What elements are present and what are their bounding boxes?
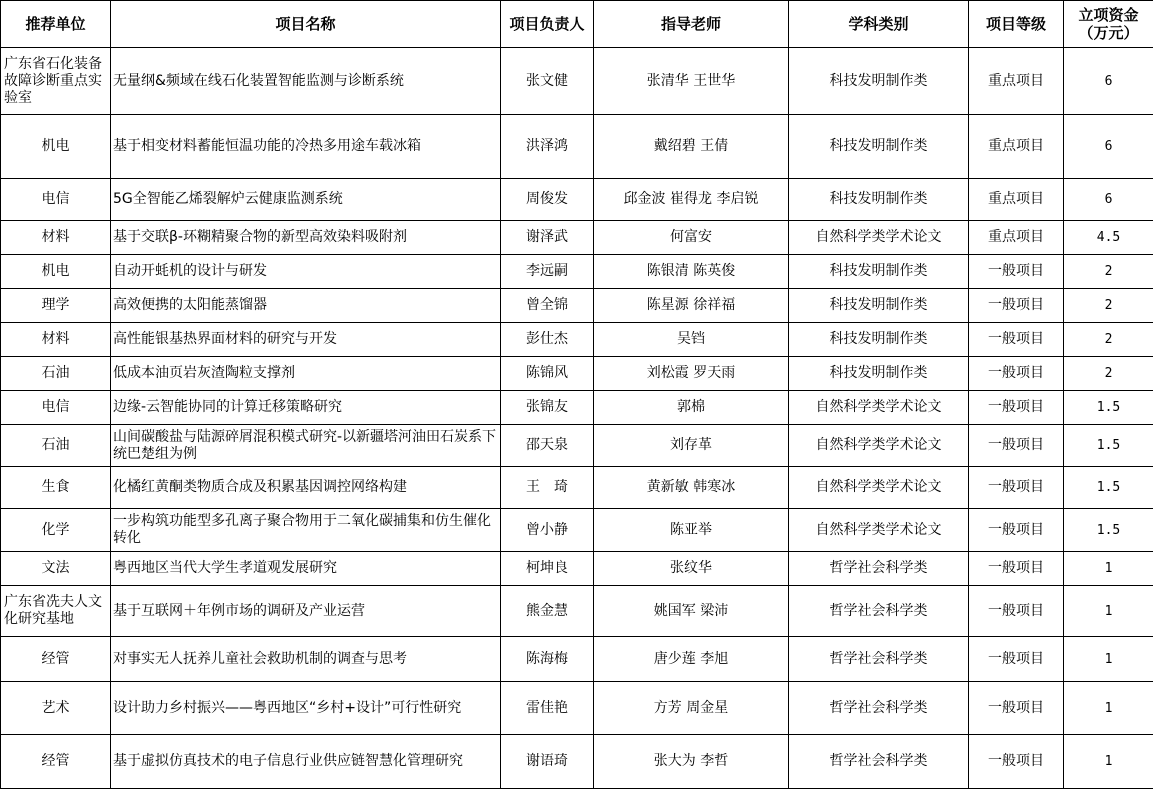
cell-level: 一般项目 <box>969 586 1064 637</box>
cell-project-name: 山间碳酸盐与陆源碎屑混积模式研究-以新疆塔河油田石炭系下统巴楚组为例 <box>111 425 501 467</box>
table-row <box>1 552 1153 586</box>
cell-leader: 洪泽鸿 <box>501 115 594 179</box>
cell-leader: 彭仕杰 <box>501 323 594 357</box>
cell-project-name: 自动开蚝机的设计与研发 <box>111 255 501 289</box>
cell-fund: 2 <box>1064 357 1153 391</box>
cell-project-name: 化橘红黄酮类物质合成及积累基因调控网络构建 <box>111 467 501 509</box>
cell-project-name: 基于交联β-环糊精聚合物的新型高效染料吸附剂 <box>111 221 501 255</box>
cell-level: 重点项目 <box>969 221 1064 255</box>
cell-category: 科技发明制作类 <box>789 323 969 357</box>
cell-level: 重点项目 <box>969 48 1064 115</box>
cell-fund: 1 <box>1064 682 1153 735</box>
cell-category: 科技发明制作类 <box>789 115 969 179</box>
cell-category: 科技发明制作类 <box>789 255 969 289</box>
cell-project-name: 高效便携的太阳能蒸馏器 <box>111 289 501 323</box>
cell-project-name: 基于互联网＋年例市场的调研及产业运营 <box>111 586 501 637</box>
cell-fund: 6 <box>1064 179 1153 221</box>
cell-advisor: 唐少莲 李旭 <box>594 637 789 682</box>
cell-leader: 柯坤良 <box>501 552 594 586</box>
cell-leader: 谢泽武 <box>501 221 594 255</box>
cell-advisor: 陈星源 徐祥福 <box>594 289 789 323</box>
cell-level: 一般项目 <box>969 682 1064 735</box>
cell-project-name: 一步构筑功能型多孔离子聚合物用于二氧化碳捕集和仿生催化转化 <box>111 509 501 552</box>
cell-unit: 材料 <box>1 323 111 357</box>
cell-unit: 广东省石化装备故障诊断重点实验室 <box>1 48 111 115</box>
header-leader: 项目负责人 <box>501 1 594 48</box>
cell-leader: 陈锦风 <box>501 357 594 391</box>
cell-category: 自然科学类学术论文 <box>789 509 969 552</box>
cell-project-name: 低成本油页岩灰渣陶粒支撑剂 <box>111 357 501 391</box>
cell-advisor: 张大为 李哲 <box>594 735 789 789</box>
cell-advisor: 张清华 王世华 <box>594 48 789 115</box>
cell-unit: 广东省冼夫人文化研究基地 <box>1 586 111 637</box>
table-row <box>1 255 1153 289</box>
cell-category: 哲学社会科学类 <box>789 586 969 637</box>
table-row <box>1 179 1153 221</box>
table-row <box>1 637 1153 682</box>
cell-category: 自然科学类学术论文 <box>789 391 969 425</box>
cell-unit: 化学 <box>1 509 111 552</box>
header-level: 项目等级 <box>969 1 1064 48</box>
cell-leader: 张文健 <box>501 48 594 115</box>
cell-category: 自然科学类学术论文 <box>789 425 969 467</box>
cell-leader: 李远嗣 <box>501 255 594 289</box>
cell-leader: 张锦友 <box>501 391 594 425</box>
cell-project-name: 对事实无人抚养儿童社会救助机制的调查与思考 <box>111 637 501 682</box>
cell-fund: 1 <box>1064 552 1153 586</box>
table-row <box>1 115 1153 179</box>
cell-fund: 4.5 <box>1064 221 1153 255</box>
table-row <box>1 48 1153 115</box>
cell-category: 科技发明制作类 <box>789 357 969 391</box>
table-row <box>1 221 1153 255</box>
header-advisor: 指导老师 <box>594 1 789 48</box>
cell-category: 哲学社会科学类 <box>789 552 969 586</box>
cell-fund: 2 <box>1064 255 1153 289</box>
cell-advisor: 方芳 周金星 <box>594 682 789 735</box>
cell-category: 哲学社会科学类 <box>789 682 969 735</box>
cell-project-name: 5G全智能乙烯裂解炉云健康监测系统 <box>111 179 501 221</box>
cell-advisor: 黄新敏 韩寒冰 <box>594 467 789 509</box>
cell-unit: 材料 <box>1 221 111 255</box>
cell-leader: 谢语琦 <box>501 735 594 789</box>
table-row <box>1 682 1153 735</box>
cell-level: 一般项目 <box>969 323 1064 357</box>
cell-level: 重点项目 <box>969 115 1064 179</box>
cell-category: 哲学社会科学类 <box>789 735 969 789</box>
table-row <box>1 467 1153 509</box>
cell-leader: 雷佳艳 <box>501 682 594 735</box>
table-row <box>1 425 1153 467</box>
cell-category: 自然科学类学术论文 <box>789 467 969 509</box>
cell-level: 一般项目 <box>969 735 1064 789</box>
cell-unit: 石油 <box>1 357 111 391</box>
cell-level: 一般项目 <box>969 509 1064 552</box>
cell-project-name: 粤西地区当代大学生孝道观发展研究 <box>111 552 501 586</box>
cell-fund: 2 <box>1064 289 1153 323</box>
cell-advisor: 吴铛 <box>594 323 789 357</box>
cell-level: 一般项目 <box>969 467 1064 509</box>
table-row <box>1 323 1153 357</box>
table-row <box>1 391 1153 425</box>
cell-unit: 经管 <box>1 735 111 789</box>
cell-project-name: 高性能银基热界面材料的研究与开发 <box>111 323 501 357</box>
table-row <box>1 289 1153 323</box>
cell-advisor: 戴绍碧 王倩 <box>594 115 789 179</box>
table-row <box>1 735 1153 789</box>
cell-unit: 经管 <box>1 637 111 682</box>
cell-advisor: 陈银清 陈英俊 <box>594 255 789 289</box>
header-row <box>1 1 1153 48</box>
cell-level: 一般项目 <box>969 425 1064 467</box>
cell-category: 科技发明制作类 <box>789 179 969 221</box>
cell-fund: 6 <box>1064 48 1153 115</box>
cell-project-name: 基于相变材料蓄能恒温功能的冷热多用途车载冰箱 <box>111 115 501 179</box>
cell-advisor: 刘松霞 罗天雨 <box>594 357 789 391</box>
cell-fund: 1.5 <box>1064 467 1153 509</box>
cell-fund: 1 <box>1064 586 1153 637</box>
cell-advisor: 姚国军 梁沛 <box>594 586 789 637</box>
cell-project-name: 设计助力乡村振兴——粤西地区“乡村+设计”可行性研究 <box>111 682 501 735</box>
cell-project-name: 无量纲&频域在线石化装置智能监测与诊断系统 <box>111 48 501 115</box>
header-project-name: 项目名称 <box>111 1 501 48</box>
cell-advisor: 何富安 <box>594 221 789 255</box>
cell-category: 科技发明制作类 <box>789 48 969 115</box>
cell-unit: 文法 <box>1 552 111 586</box>
cell-fund: 1 <box>1064 735 1153 789</box>
cell-level: 一般项目 <box>969 255 1064 289</box>
table-row <box>1 509 1153 552</box>
table-row <box>1 357 1153 391</box>
cell-leader: 周俊发 <box>501 179 594 221</box>
cell-level: 一般项目 <box>969 637 1064 682</box>
cell-advisor: 张纹华 <box>594 552 789 586</box>
cell-fund: 6 <box>1064 115 1153 179</box>
header-fund-line1: 立项资金 <box>1064 6 1153 24</box>
cell-unit: 石油 <box>1 425 111 467</box>
table-row <box>1 586 1153 637</box>
cell-unit: 电信 <box>1 179 111 221</box>
cell-category: 哲学社会科学类 <box>789 637 969 682</box>
header-fund-line2: （万元） <box>1064 24 1153 42</box>
cell-unit: 生食 <box>1 467 111 509</box>
cell-advisor: 邱金波 崔得龙 李启锐 <box>594 179 789 221</box>
cell-project-name: 基于虚拟仿真技术的电子信息行业供应链智慧化管理研究 <box>111 735 501 789</box>
cell-fund: 1.5 <box>1064 391 1153 425</box>
cell-unit: 电信 <box>1 391 111 425</box>
cell-project-name: 边缘-云智能协同的计算迁移策略研究 <box>111 391 501 425</box>
header-unit: 推荐单位 <box>1 1 111 48</box>
cell-category: 自然科学类学术论文 <box>789 221 969 255</box>
cell-leader: 邵天泉 <box>501 425 594 467</box>
cell-level: 一般项目 <box>969 552 1064 586</box>
cell-fund: 1 <box>1064 637 1153 682</box>
cell-level: 一般项目 <box>969 289 1064 323</box>
cell-fund: 2 <box>1064 323 1153 357</box>
cell-fund: 1.5 <box>1064 425 1153 467</box>
cell-leader: 王 琦 <box>501 467 594 509</box>
cell-level: 重点项目 <box>969 179 1064 221</box>
header-category: 学科类别 <box>789 1 969 48</box>
cell-advisor: 刘存革 <box>594 425 789 467</box>
cell-leader: 曾全锦 <box>501 289 594 323</box>
cell-leader: 曾小静 <box>501 509 594 552</box>
cell-advisor: 陈亚举 <box>594 509 789 552</box>
cell-fund: 1.5 <box>1064 509 1153 552</box>
cell-leader: 熊金慧 <box>501 586 594 637</box>
cell-unit: 理学 <box>1 289 111 323</box>
cell-advisor: 郭棉 <box>594 391 789 425</box>
cell-leader: 陈海梅 <box>501 637 594 682</box>
cell-unit: 机电 <box>1 255 111 289</box>
cell-unit: 艺术 <box>1 682 111 735</box>
cell-category: 科技发明制作类 <box>789 289 969 323</box>
cell-level: 一般项目 <box>969 357 1064 391</box>
cell-unit: 机电 <box>1 115 111 179</box>
header-fund <box>1064 1 1153 48</box>
cell-level: 一般项目 <box>969 391 1064 425</box>
